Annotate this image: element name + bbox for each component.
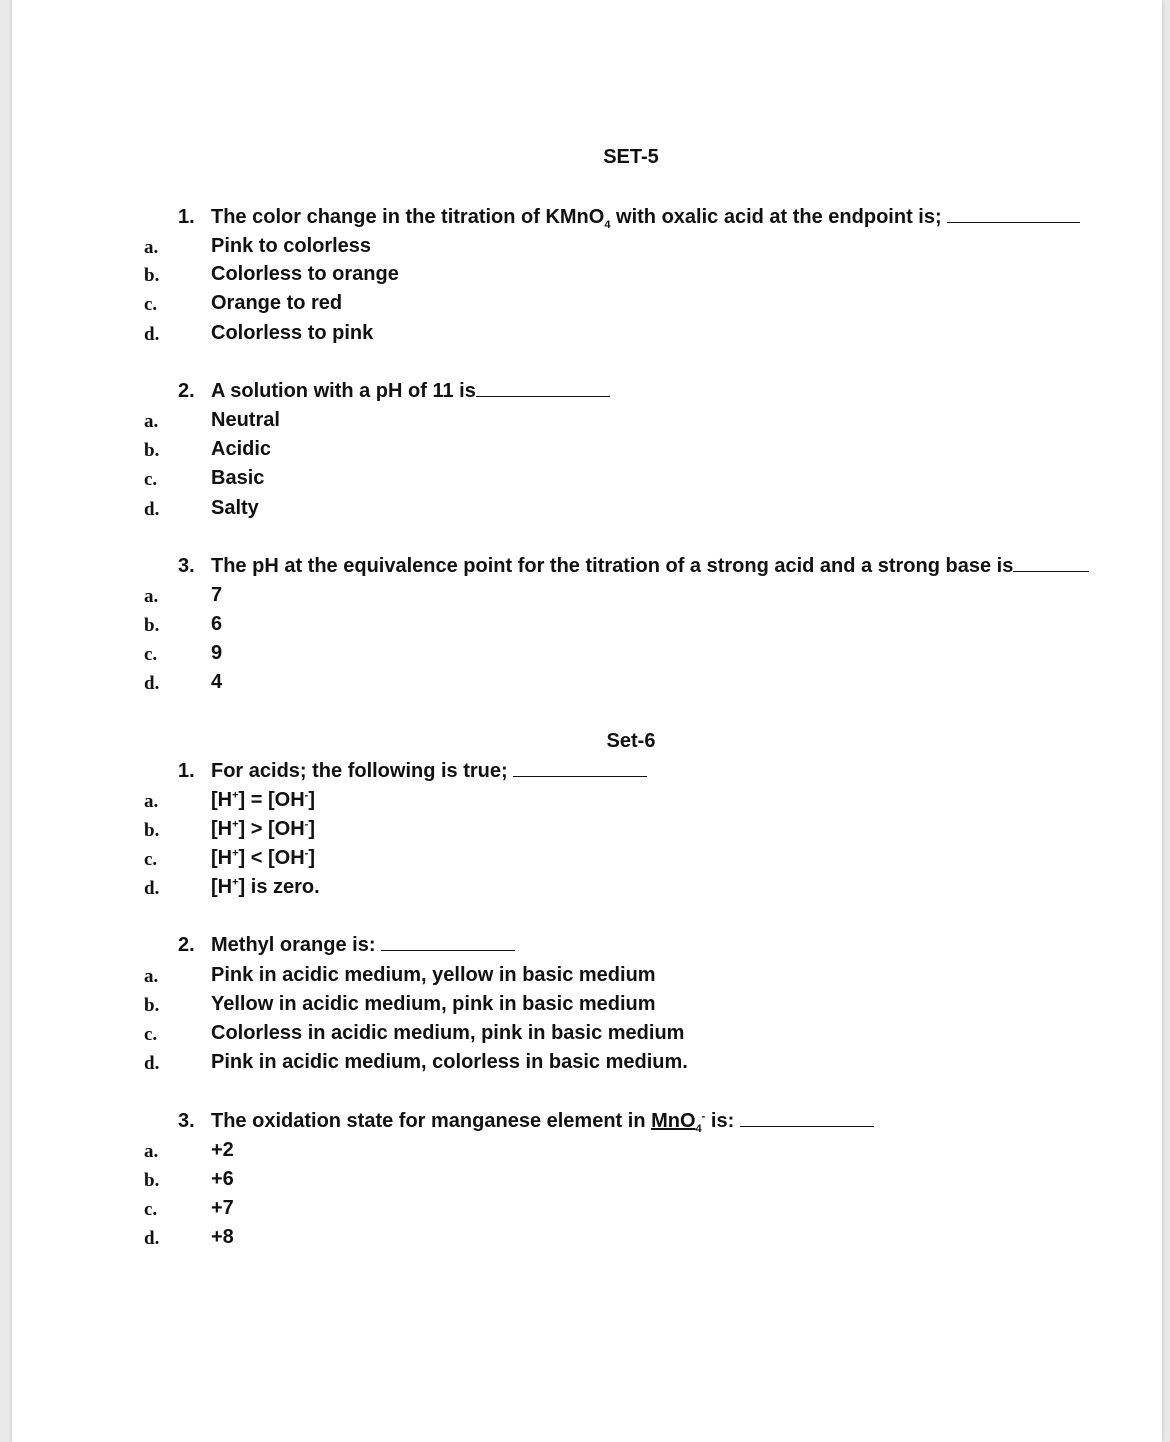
option-letter: a. bbox=[144, 1141, 159, 1162]
set5-question-2 bbox=[178, 380, 610, 403]
option-letter: b. bbox=[144, 820, 160, 841]
option-text: 4 bbox=[211, 671, 223, 693]
option-text: +2 bbox=[211, 1139, 234, 1161]
answer-blank bbox=[513, 762, 647, 777]
option-text: Colorless to orange bbox=[211, 263, 399, 285]
option-text: [H+] is zero. bbox=[211, 876, 320, 898]
set6-question-1 bbox=[178, 760, 647, 783]
option-letter: b. bbox=[144, 615, 160, 636]
option-letter: d. bbox=[144, 499, 160, 520]
option-letter: c. bbox=[144, 294, 158, 315]
question-text: The oxidation state for manganese element in bbox=[211, 1110, 652, 1132]
set6-question-2 bbox=[178, 934, 515, 957]
question-text: The pH at the equivalence point for the titration of a strong acid and a strong base is bbox=[211, 555, 1014, 577]
option-text: +7 bbox=[211, 1197, 234, 1219]
option-letter: a. bbox=[144, 586, 159, 607]
charge-superscript: - bbox=[701, 1110, 706, 1123]
option-text: +8 bbox=[211, 1226, 234, 1248]
answer-blank bbox=[740, 1112, 874, 1127]
option-text: Pink in acidic medium, colorless in basic medium. bbox=[211, 1051, 688, 1073]
option-text: [H+] > [OH-] bbox=[211, 818, 316, 840]
option-letter: a. bbox=[144, 411, 159, 432]
option-letter: d. bbox=[144, 1228, 160, 1249]
option-text: Pink to colorless bbox=[211, 235, 372, 257]
option-text: Salty bbox=[211, 497, 259, 519]
question-text: A solution with a pH of 11 is bbox=[211, 380, 476, 402]
option-text: Basic bbox=[211, 467, 265, 489]
option-text: Colorless to pink bbox=[211, 322, 374, 344]
option-letter: d. bbox=[144, 1053, 160, 1074]
option-text: [H+] < [OH-] bbox=[211, 847, 316, 869]
option-letter: a. bbox=[144, 237, 159, 258]
question-text: For acids; the following is true; bbox=[211, 760, 508, 782]
option-text: Acidic bbox=[211, 438, 272, 460]
answer-blank bbox=[947, 208, 1080, 223]
option-text: Orange to red bbox=[211, 292, 343, 314]
set-5-title: SET-5 bbox=[603, 146, 659, 168]
option-text: Yellow in acidic medium, pink in basic medium bbox=[211, 993, 656, 1015]
option-letter: b. bbox=[144, 1170, 160, 1191]
answer-blank bbox=[476, 382, 610, 397]
question-text-end: is: bbox=[705, 1110, 735, 1132]
option-letter: d. bbox=[144, 324, 160, 345]
question-number: 1. bbox=[178, 760, 195, 782]
set5-question-1 bbox=[178, 206, 1080, 229]
option-letter: c. bbox=[144, 1199, 158, 1220]
option-letter: b. bbox=[144, 440, 160, 461]
question-number: 3. bbox=[178, 1110, 195, 1132]
document-page bbox=[12, 0, 1162, 1442]
option-letter: c. bbox=[144, 644, 158, 665]
option-text: Pink in acidic medium, yellow in basic medium bbox=[211, 964, 656, 986]
question-text: Methyl orange is: bbox=[211, 934, 376, 956]
set-6-title: Set-6 bbox=[606, 730, 656, 752]
option-letter: d. bbox=[144, 673, 160, 694]
answer-blank bbox=[1013, 557, 1089, 572]
question-text: The color change in the titration of KMnO bbox=[211, 206, 605, 228]
set6-question-3 bbox=[178, 1110, 874, 1133]
option-letter: c. bbox=[144, 469, 158, 490]
question-number: 2. bbox=[178, 934, 195, 956]
option-text: Colorless in acidic medium, pink in basic medium bbox=[211, 1022, 685, 1044]
option-letter: c. bbox=[144, 849, 158, 870]
option-text: 6 bbox=[211, 613, 223, 635]
question-text-end: with oxalic acid at the endpoint is; bbox=[610, 206, 942, 228]
option-text: [H+] = [OH-] bbox=[211, 789, 316, 811]
formula: MnO$_4$ bbox=[651, 1110, 702, 1135]
answer-blank bbox=[381, 936, 515, 951]
question-number: 3. bbox=[178, 555, 195, 577]
option-letter: a. bbox=[144, 966, 159, 987]
set5-question-3 bbox=[178, 555, 1089, 578]
option-letter: d. bbox=[144, 878, 160, 899]
option-letter: a. bbox=[144, 791, 159, 812]
option-text: +6 bbox=[211, 1168, 234, 1190]
option-text: Neutral bbox=[211, 409, 280, 431]
question-number: 2. bbox=[178, 380, 195, 402]
option-letter: b. bbox=[144, 995, 160, 1016]
option-text: 9 bbox=[211, 642, 223, 664]
option-text: 7 bbox=[211, 584, 223, 606]
option-letter: c. bbox=[144, 1024, 158, 1045]
question-number: 1. bbox=[178, 206, 195, 228]
option-letter: b. bbox=[144, 265, 160, 286]
subscript: 4 bbox=[604, 219, 611, 231]
